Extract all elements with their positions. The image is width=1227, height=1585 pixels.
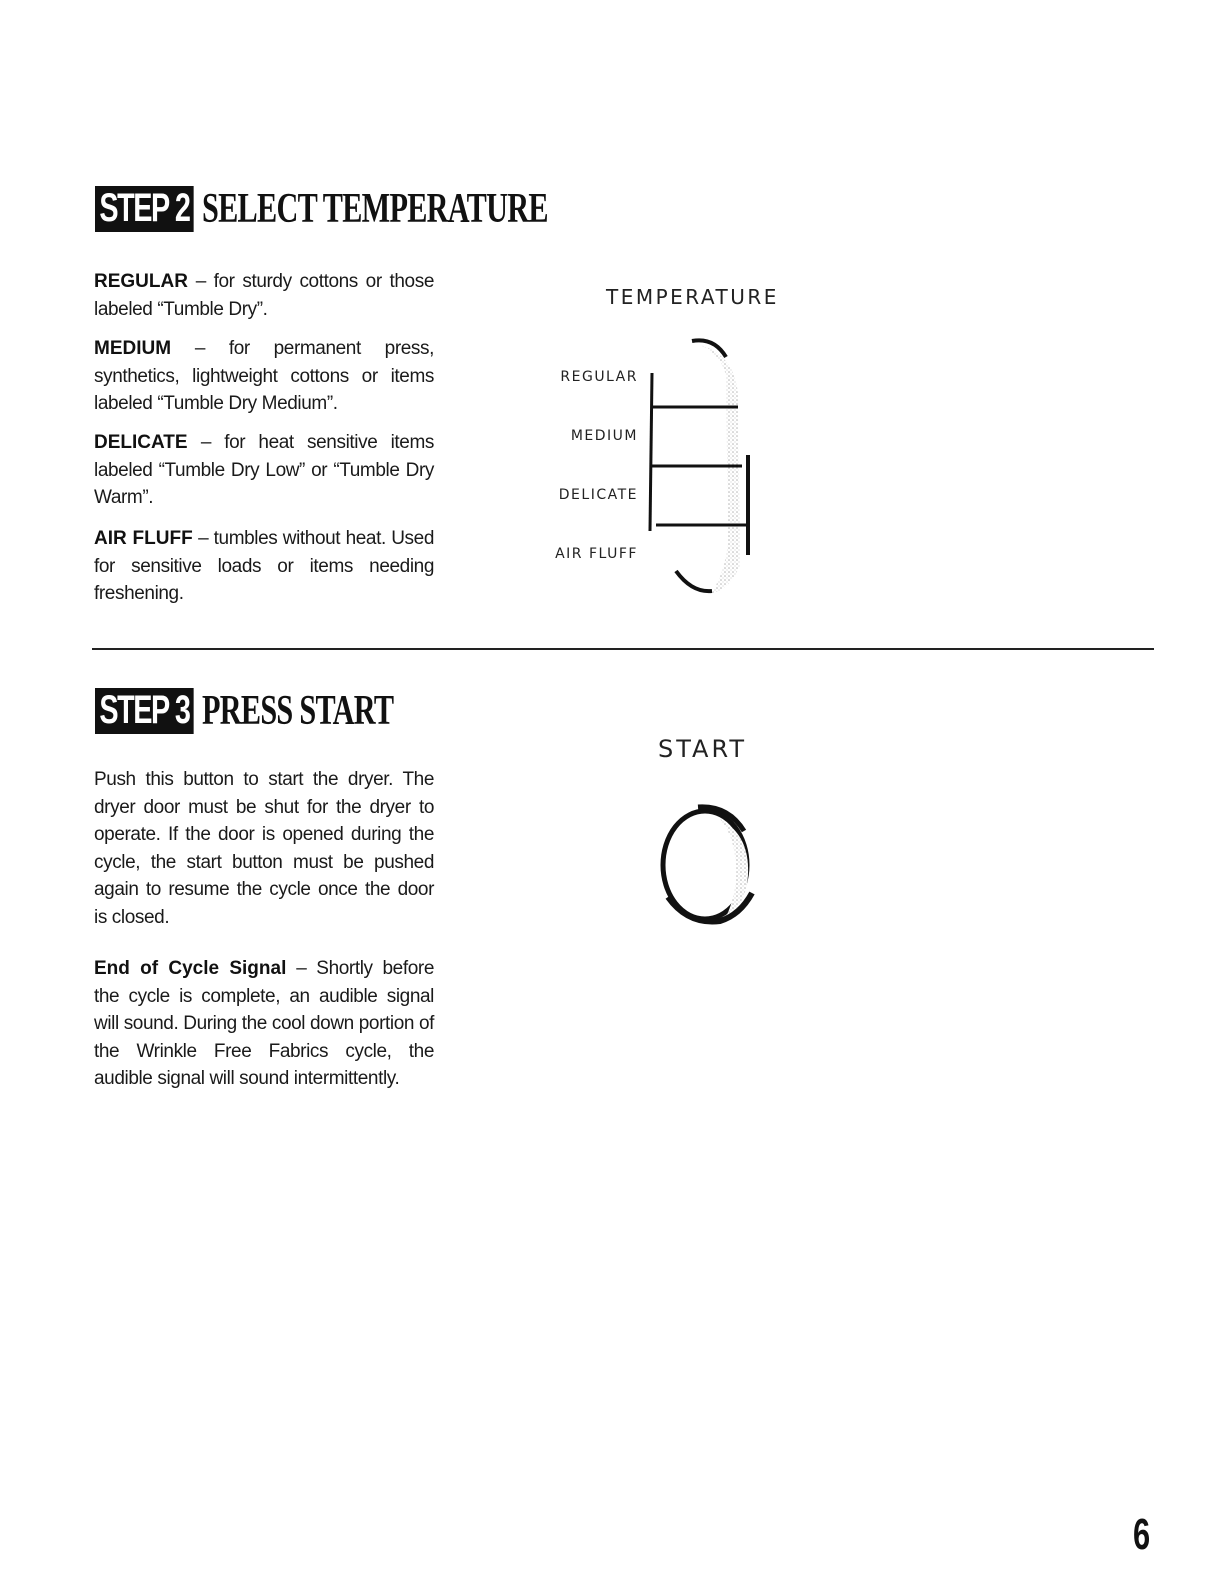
description: – tumbles without heat. Used for sensitive loads or items needing freshening. bbox=[94, 528, 434, 604]
step-3-title: PRESS START bbox=[202, 688, 394, 734]
end-of-cycle-signal-description bbox=[94, 955, 434, 1093]
description: Push this button to start the dryer. The dryer door must be shut for the dryer to operate. If the door is opened during the cycle, the start button must be pushed again to resume the cycle once the door is closed. bbox=[94, 769, 434, 928]
section-divider bbox=[92, 648, 1154, 650]
temperature-option-medium-description bbox=[94, 335, 434, 418]
temperature-option-delicate-description bbox=[94, 429, 434, 512]
temperature-label-delicate: DELICATE bbox=[558, 487, 638, 503]
start-panel-title: START bbox=[658, 735, 748, 763]
step-2-badge: STEP 2 bbox=[95, 186, 194, 232]
temperature-panel-title: TEMPERATURE bbox=[606, 285, 779, 309]
description: – for sturdy cottons or those labeled “Tumble Dry”. bbox=[94, 271, 434, 320]
description: – for permanent press, synthetics, lightweight cottons or items labeled “Tumble Dry Medium”. bbox=[94, 338, 434, 414]
term: AIR FLUFF bbox=[94, 528, 193, 549]
capsule-left-edge bbox=[650, 373, 652, 531]
term: REGULAR bbox=[94, 271, 188, 292]
button-shading bbox=[700, 345, 740, 593]
start-button-description bbox=[94, 766, 434, 931]
step-3-badge: STEP 3 bbox=[95, 688, 194, 734]
temperature-label-air-fluff: AIR FLUFF bbox=[555, 546, 638, 562]
term: End of Cycle Signal bbox=[94, 958, 287, 979]
start-button[interactable] bbox=[640, 795, 770, 935]
step-2-title: SELECT TEMPERATURE bbox=[202, 186, 548, 232]
capsule-bottom-edge bbox=[676, 571, 712, 591]
term: MEDIUM bbox=[94, 338, 172, 359]
description: – for heat sensitive items labeled “Tumble Dry Low” or “Tumble Dry Warm”. bbox=[94, 432, 434, 508]
temperature-option-regular-description bbox=[94, 268, 434, 323]
term: DELICATE bbox=[94, 432, 188, 453]
temperature-label-medium: MEDIUM bbox=[570, 428, 638, 444]
temperature-label-regular: REGULAR bbox=[560, 369, 638, 385]
description: – Shortly before the cycle is complete, an audible signal will sound. During the cool down portion of the Wrinkle Free Fabrics cycle, the audible signal will sound intermittently. bbox=[94, 958, 434, 1089]
page-number: 6 bbox=[1133, 1510, 1151, 1559]
temperature-selector-buttons[interactable] bbox=[640, 335, 770, 605]
temperature-option-air-fluff-description bbox=[94, 525, 434, 608]
